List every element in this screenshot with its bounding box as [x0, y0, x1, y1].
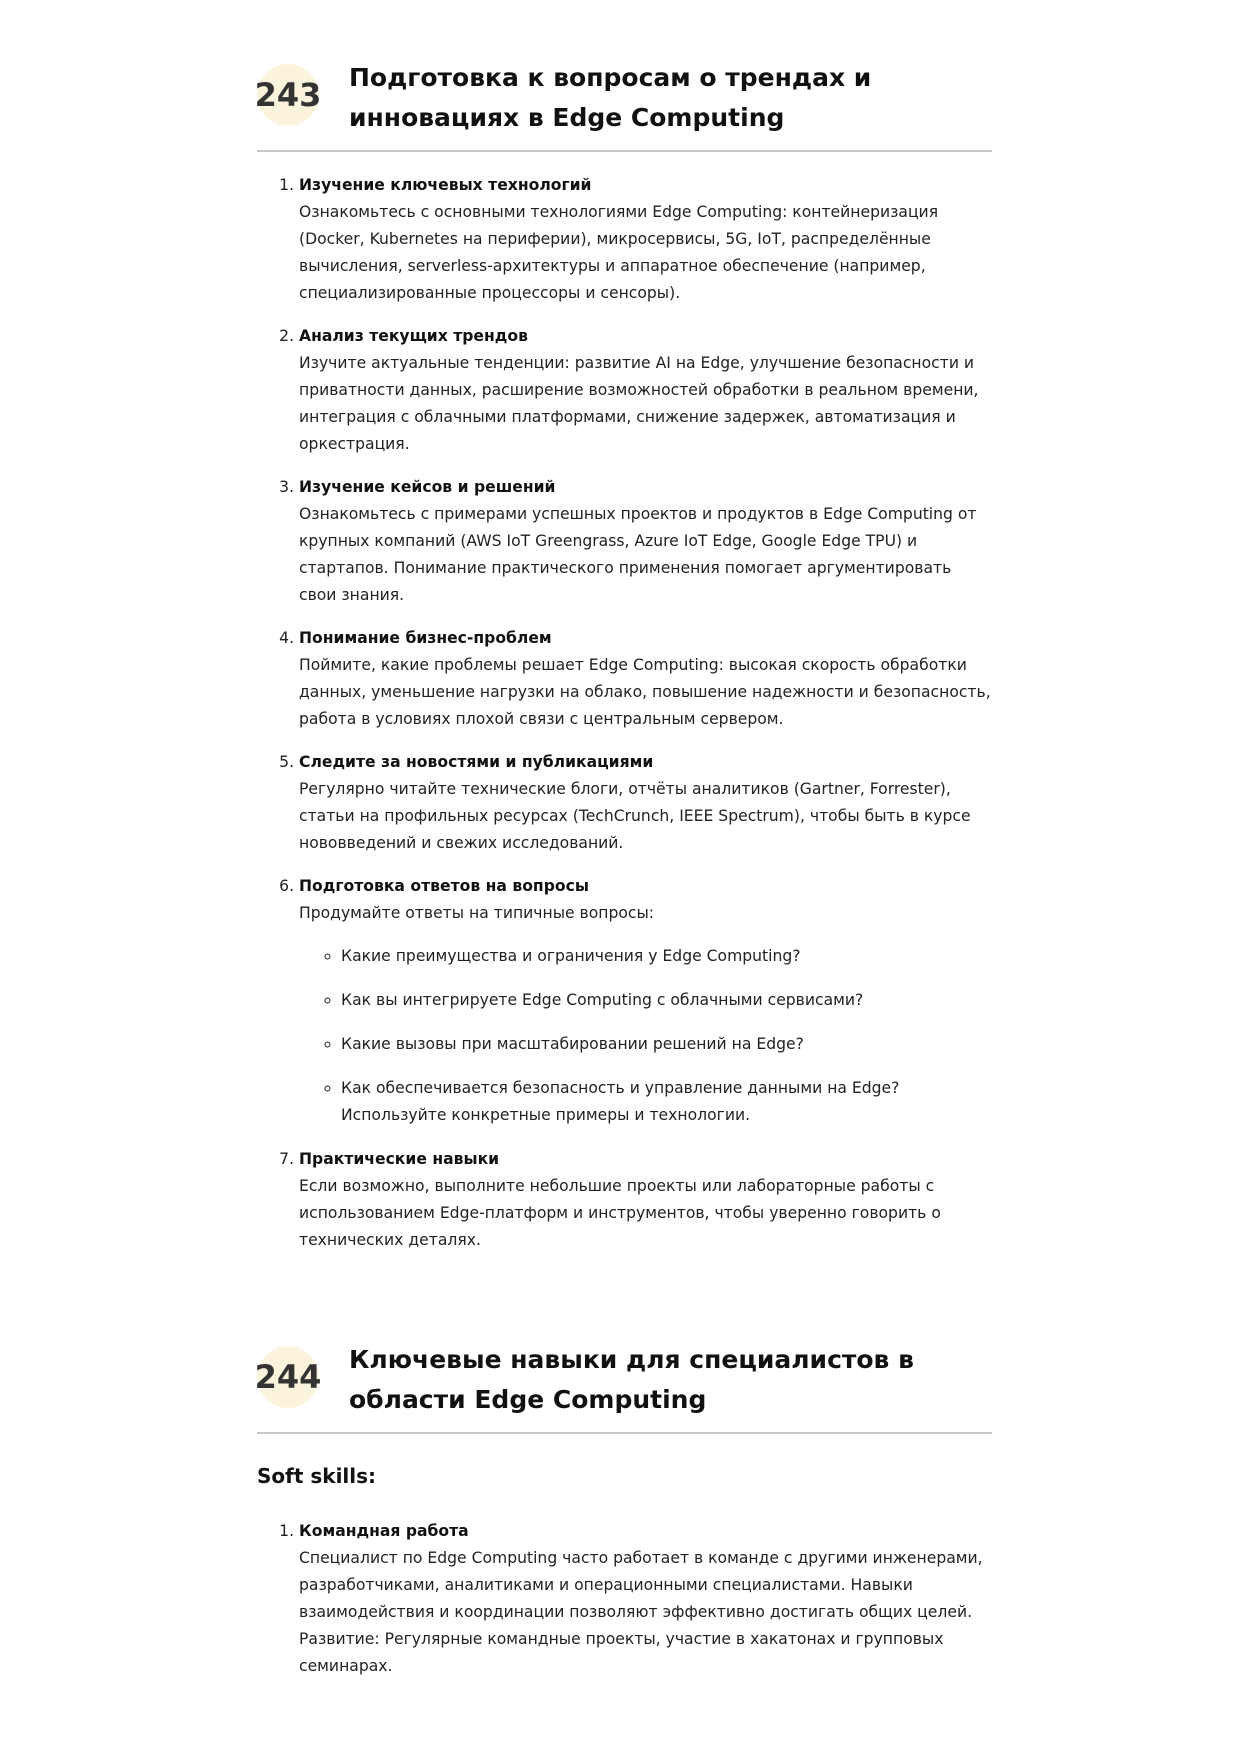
item-text: Ознакомьтесь с основными технологиями Edge Computing: контейнеризация (Docker, Kubernetes на периферии), микросервисы, 5G, IoT, распределённые вычисления, serverless-архитектуры и аппаратное обеспечение (например, специализированные процессоры и сенсоры). [299, 203, 939, 302]
question-item: ◦ Как вы интегрируете Edge Computing с облачными сервисами? [341, 987, 992, 1014]
section-243 [254, 58, 992, 1270]
list-item [299, 873, 992, 1129]
item-title: 1. Изучение ключевых технологий [299, 176, 592, 194]
item-text: Изучите актуальные тенденции: развитие AI на Edge, улучшение безопасности и приватности данных, расширение возможностей обработки в реальном времени, интеграция с облачными платформами, снижение задержек, автоматизация и оркестрация. [299, 354, 979, 453]
item-text: Ознакомьтесь с примерами успешных проектов и продуктов в Edge Computing от крупных компаний (AWS IoT Greengrass, Azure IoT Edge, Google Edge TPU) и стартапов. Понимание практического применения помогает аргументировать свои знания. [299, 505, 977, 604]
question-item: ◦ Какие преимущества и ограничения у Edge Computing? [341, 943, 992, 970]
item-title: 5. Следите за новостями и публикациями [299, 753, 654, 771]
item-text: Поймите, какие проблемы решает Edge Computing: высокая скорость обработки данных, уменьшение нагрузки на облако, повышение надежности и безопасность, работа в условиях плохой связи с центральным сервером. [299, 656, 991, 728]
numbered-list [257, 1518, 992, 1680]
item-title: 7. Практические навыки [299, 1150, 500, 1168]
list-item [299, 474, 992, 609]
item-text: Специалист по Edge Computing часто работает в команде с другими инженерами, разработчиками, аналитиками и операционными специалистами. Навыки взаимодействия и координации позволяют эффективно достигать общих целей. Развитие: Регулярные командные проекты, участие в хакатонах и групповых семинарах. [299, 1549, 983, 1675]
section-title: Подготовка к вопросам о трендах и инновациях в Edge Computing [349, 63, 872, 132]
list-item [299, 172, 992, 307]
item-title: 6. Подготовка ответов на вопросы [299, 877, 589, 895]
soft-skills-heading: Soft skills: [257, 1464, 377, 1488]
list-item [299, 749, 992, 857]
section-number-badge: 243 [257, 64, 319, 126]
question-item: ◦ Какие вызовы при масштабировании решений на Edge? [341, 1031, 992, 1058]
item-title: 2. Анализ текущих трендов [299, 327, 528, 345]
numbered-list [257, 172, 992, 1254]
section-heading [254, 1340, 992, 1434]
item-text: Регулярно читайте технические блоги, отчёты аналитиков (Gartner, Forrester), статьи на профильных ресурсах (TechCrunch, IEEE Spectrum), чтобы быть в курсе нововведений и свежих исследований. [299, 780, 971, 852]
list-item [299, 1146, 992, 1254]
section-244 [254, 1340, 992, 1696]
list-item [299, 625, 992, 733]
item-title: 3. Изучение кейсов и решений [299, 478, 556, 496]
section-title: Ключевые навыки для специалистов в области Edge Computing [349, 1345, 914, 1414]
question-item: ◦ Как обеспечивается безопасность и управление данными на Edge? Используйте конкретные примеры и технологии. [341, 1075, 992, 1129]
question-list [299, 943, 992, 1129]
section-number-badge: 244 [257, 1346, 319, 1408]
list-item [299, 323, 992, 458]
item-title: 4. Понимание бизнес-проблем [299, 629, 552, 647]
item-title: 1. Командная работа [299, 1522, 469, 1540]
item-text: Продумайте ответы на типичные вопросы: [299, 904, 655, 922]
section-heading [254, 58, 992, 152]
item-text: Если возможно, выполните небольшие проекты или лабораторные работы с использованием Edge-платформ и инструментов, чтобы уверенно говорить о технических деталях. [299, 1177, 941, 1249]
list-item [299, 1518, 992, 1680]
